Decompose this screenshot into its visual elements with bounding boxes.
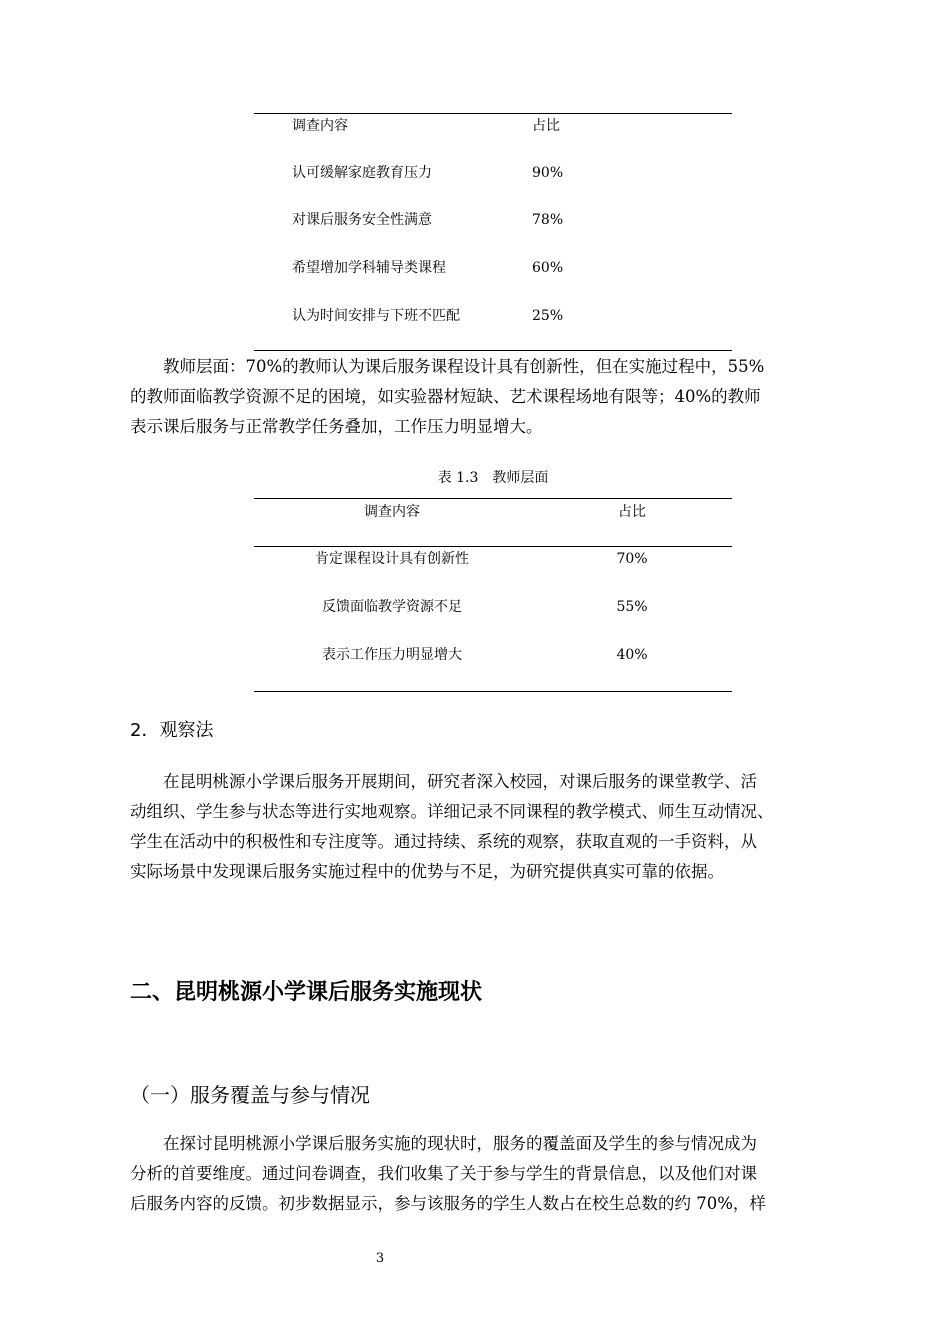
paragraph-line: 在昆明桃源小学课后服务开展期间，研究者深入校园，对课后服务的课堂教学、活 (163, 772, 757, 791)
table-row-item: 希望增加学科辅导类课程 (292, 260, 446, 276)
table-row-ratio: 55% (616, 599, 648, 615)
table-bottom-rule (254, 350, 732, 351)
table-row-ratio: 40% (616, 647, 648, 663)
section-heading: 2．观察法 (130, 720, 214, 741)
table-caption: 表 1.3 教师层面 (437, 470, 549, 486)
paragraph-line: 教师层面：70%的教师认为课后服务课程设计具有创新性，但在实施过程中，55% (163, 357, 765, 376)
table-header-ratio: 占比 (618, 504, 646, 520)
paragraph-line: 学生在活动中的积极性和专注度等。通过持续、系统的观察，获取直观的一手资料，从 (130, 832, 757, 851)
subsection-heading: （一）服务覆盖与参与情况 (130, 1083, 370, 1107)
page-number: 3 (375, 1251, 385, 1266)
table-header-rule (254, 546, 732, 547)
table-row-item: 反馈面临教学资源不足 (322, 599, 462, 615)
table-top-rule (254, 498, 732, 499)
table-row-ratio: 70% (616, 551, 648, 567)
table-row-ratio: 60% (532, 260, 564, 276)
paragraph-line: 动组织、学生参与状态等进行实地观察。详细记录不同课程的教学模式、师生互动情况、 (130, 802, 774, 821)
table-row-item: 认可缓解家庭教育压力 (292, 165, 432, 181)
paragraph-line: 在探讨昆明桃源小学课后服务实施的现状时，服务的覆盖面及学生的参与情况成为 (163, 1134, 757, 1153)
chapter-heading: 二、昆明桃源小学课后服务实施现状 (130, 980, 483, 1005)
table-bottom-rule (254, 691, 732, 692)
table-row-item: 肯定课程设计具有创新性 (315, 551, 469, 567)
table-top-rule (254, 113, 732, 114)
paragraph-line: 的教师面临教学资源不足的困境，如实验器材短缺、艺术课程场地有限等；40%的教师 (130, 387, 761, 406)
table-row-ratio: 78% (532, 212, 564, 228)
table-row-item: 表示工作压力明显增大 (322, 647, 462, 663)
paragraph-line: 后服务内容的反馈。初步数据显示，参与该服务的学生人数占在校生总数的约 70%，样 (130, 1194, 766, 1213)
teacher-paragraph (130, 352, 860, 442)
table-header-item: 调查内容 (292, 118, 348, 134)
table-row-item: 对课后服务安全性满意 (292, 212, 432, 228)
table-row-ratio: 25% (532, 308, 564, 324)
coverage-paragraph (130, 1129, 860, 1219)
table-header-ratio: 占比 (532, 118, 560, 134)
paragraph-line: 实际场景中发现课后服务实施过程中的优势与不足，为研究提供真实可靠的依据。 (130, 862, 724, 881)
observation-paragraph (130, 767, 860, 887)
table-row-ratio: 90% (532, 165, 564, 181)
paragraph-line: 分析的首要维度。通过问卷调查，我们收集了关于参与学生的背景信息，以及他们对课 (130, 1164, 757, 1183)
table-header-item: 调查内容 (364, 504, 420, 520)
paragraph-line: 表示课后服务与正常教学任务叠加，工作压力明显增大。 (130, 417, 543, 436)
table-row-item: 认为时间安排与下班不匹配 (292, 308, 460, 324)
